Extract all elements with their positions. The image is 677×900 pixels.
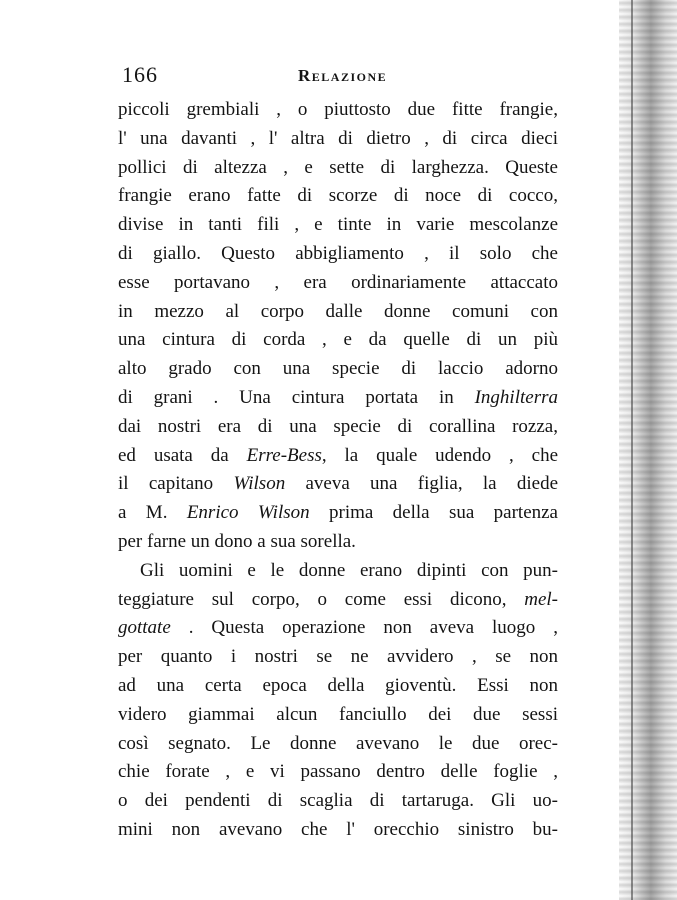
text-line-2: l' una davanti , l' altra di dietro , di circa dieci	[118, 127, 558, 149]
page-edge-line	[631, 0, 633, 900]
text-line-7: esse portavano , era ordinariamente attaccato	[118, 271, 558, 293]
italic-place-name: Inghilterra	[474, 386, 558, 408]
text-line-16: per farne un dono a sua sorella.	[118, 530, 356, 552]
page-number: 166	[122, 62, 158, 87]
text-line-5: divise in tanti fili , e tinte in varie mescolanze	[118, 214, 558, 236]
text-line-18: teggiature sul corpo, o come essi dicono, mel-	[118, 588, 558, 610]
italic-term: mel-	[524, 588, 558, 610]
text-line-14: il capitano Wilson aveva una figlia, la diede	[118, 473, 558, 495]
text-line-15: a M. Enrico Wilson prima della sua partenza	[118, 502, 558, 524]
text-line-4: frangie erano fatte di scorze di noce di cocco,	[118, 185, 558, 207]
page-edge-shadow	[619, 0, 677, 900]
text-line-9: una cintura di corda , e da quelle di un più	[118, 329, 558, 351]
running-title: Relazione	[298, 66, 388, 85]
text-line-23: così segnato. Le donne avevano le due orec-	[118, 732, 558, 754]
text-line-24: chie forate , e vi passano dentro delle foglie ,	[118, 761, 558, 783]
text-line-20: per quanto i nostri se ne avvidero , se non	[118, 646, 558, 668]
text-line-6: di giallo. Questo abbigliamento , il solo che	[118, 242, 558, 264]
italic-person-name: Erre-Bess	[246, 444, 322, 466]
text-line-3: pollici di altezza , e sette di larghezza. Queste	[118, 156, 558, 178]
text-line-19: gottate . Questa operazione non aveva luogo ,	[118, 617, 558, 639]
text-line-12: dai nostri era di una specie di corallina rozza,	[118, 415, 558, 437]
text-line-10: alto grado con una specie di laccio adorno	[118, 358, 558, 380]
text-line-13: ed usata da Erre-Bess, la quale udendo , che	[118, 444, 558, 466]
text-line-22: videro giammai alcun fanciullo dei due sessi	[118, 703, 558, 725]
body-text	[118, 96, 558, 845]
text-line-11: di grani . Una cintura portata in Inghilterra	[118, 386, 558, 408]
text-line-26: mini non avevano che l' orecchio sinistro bu-	[118, 818, 558, 840]
text-line-1: piccoli grembiali , o piuttosto due fitte frangie,	[118, 99, 558, 120]
text-line-21: ad una certa epoca della gioventù. Essi non	[118, 674, 558, 696]
text-line-8: in mezzo al corpo dalle donne comuni con	[118, 300, 558, 322]
page-header	[122, 62, 562, 92]
italic-term: gottate	[118, 617, 171, 639]
italic-person-name: Enrico Wilson	[186, 502, 310, 524]
italic-person-name: Wilson	[233, 473, 286, 495]
text-line-17: Gli uomini e le donne erano dipinti con pun-	[140, 559, 558, 581]
text-line-25: o dei pendenti di scaglia di tartaruga. Gli uo-	[118, 790, 558, 812]
